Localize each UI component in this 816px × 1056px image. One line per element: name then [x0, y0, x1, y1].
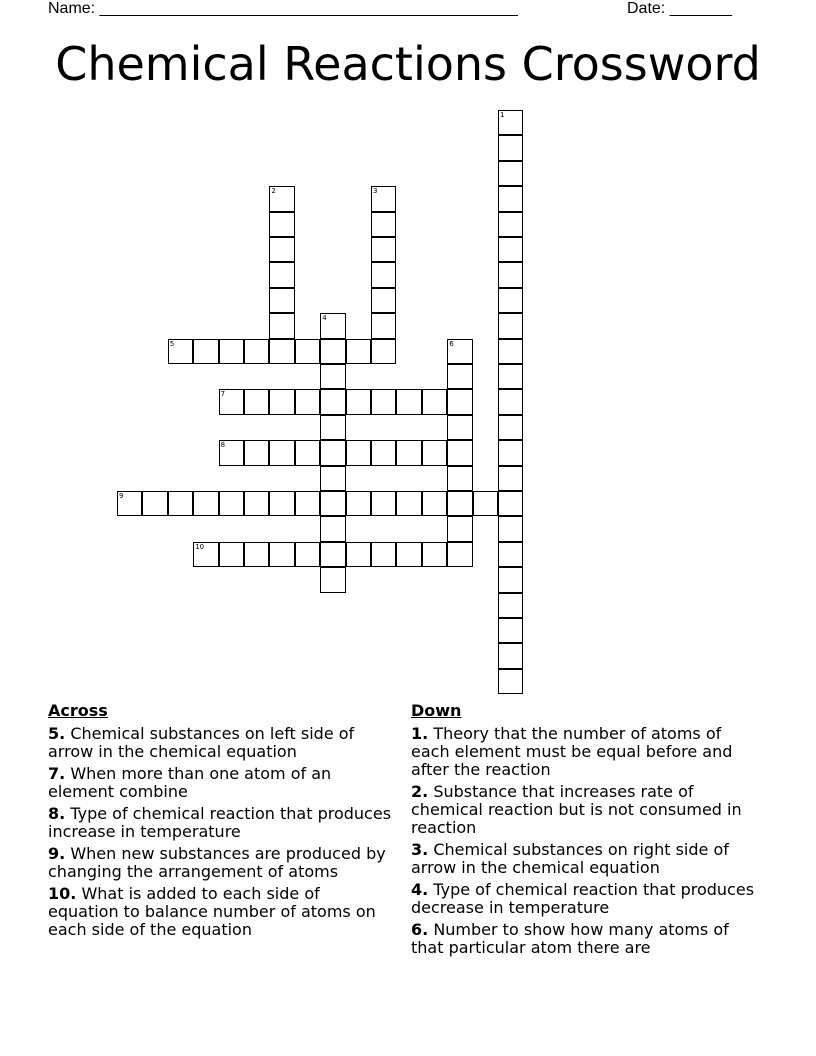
grid-cell[interactable]	[219, 542, 244, 567]
clue-text: Type of chemical reaction that produces decrease in temperature	[411, 880, 755, 917]
clue-number: 8.	[48, 804, 66, 823]
grid-cell[interactable]	[498, 389, 523, 414]
grid-cell[interactable]	[371, 288, 396, 313]
grid-cell[interactable]	[320, 466, 345, 491]
clue-number: 9.	[48, 844, 66, 863]
grid-cell[interactable]	[498, 186, 523, 211]
grid-cell[interactable]	[396, 440, 421, 465]
grid-cell[interactable]	[371, 542, 396, 567]
across-heading: Across	[48, 701, 108, 720]
grid-cell[interactable]	[498, 466, 523, 491]
grid-cell[interactable]	[346, 440, 371, 465]
clue-number: 1.	[411, 724, 429, 743]
clue-number: 5.	[48, 724, 66, 743]
grid-cell[interactable]	[219, 339, 244, 364]
grid-cell-5[interactable]	[168, 339, 193, 364]
down-heading: Down	[411, 701, 462, 720]
grid-cell[interactable]	[269, 313, 294, 338]
grid-cell[interactable]	[320, 415, 345, 440]
grid-cell[interactable]	[498, 237, 523, 262]
grid-cell[interactable]	[346, 389, 371, 414]
grid-cell[interactable]	[473, 491, 498, 516]
cell-number: 4	[322, 314, 327, 323]
grid-cell[interactable]	[371, 262, 396, 287]
grid-cell[interactable]	[142, 491, 167, 516]
grid-cell[interactable]	[244, 389, 269, 414]
grid-cell[interactable]	[498, 516, 523, 541]
cell-number: 9	[119, 492, 124, 500]
cell-number: 6	[449, 339, 454, 348]
clue-down-1	[411, 725, 761, 779]
grid-cell[interactable]	[269, 237, 294, 262]
grid-cell[interactable]	[447, 415, 472, 440]
page-title: Chemical Reactions Crossword	[55, 37, 761, 91]
clue-number: 4.	[411, 880, 429, 899]
grid-cell[interactable]	[320, 364, 345, 389]
grid-cell[interactable]	[193, 491, 218, 516]
clue-down-2	[411, 783, 761, 837]
grid-cell[interactable]	[371, 491, 396, 516]
grid-cell[interactable]	[219, 491, 244, 516]
grid-cell[interactable]	[320, 339, 345, 364]
grid-cell[interactable]	[244, 542, 269, 567]
grid-cell[interactable]	[346, 491, 371, 516]
grid-cell[interactable]	[447, 466, 472, 491]
grid-cell[interactable]	[269, 288, 294, 313]
clue-down-3	[411, 841, 761, 877]
clue-text: When more than one atom of an element combine	[48, 764, 332, 801]
grid-cell[interactable]	[295, 440, 320, 465]
cell-number: 8	[220, 441, 226, 450]
grid-cell[interactable]	[320, 389, 345, 414]
grid-cell[interactable]	[269, 440, 294, 465]
grid-cell[interactable]	[498, 364, 523, 389]
clue-down-4	[411, 881, 761, 917]
grid-cell[interactable]	[371, 389, 396, 414]
grid-cell[interactable]	[244, 440, 269, 465]
grid-cell[interactable]	[320, 567, 345, 592]
clue-number: 2.	[411, 782, 429, 801]
name-line: Name: _______________________________________________	[48, 0, 518, 17]
grid-cell[interactable]	[447, 440, 472, 465]
grid-cell[interactable]	[346, 542, 371, 567]
cell-number: 5	[169, 339, 175, 348]
grid-cell[interactable]	[422, 542, 447, 567]
grid-cell[interactable]	[498, 313, 523, 338]
grid-cell[interactable]	[498, 339, 523, 364]
clue-number: 7.	[48, 764, 66, 783]
grid-cell-3[interactable]	[371, 186, 396, 211]
cell-number: 2	[271, 187, 276, 196]
grid-cell[interactable]	[346, 339, 371, 364]
grid-cell[interactable]	[295, 389, 320, 414]
clue-text: Substance that increases rate of chemical reaction but is not consumed in reaction	[411, 782, 742, 837]
grid-cell-2[interactable]	[269, 186, 294, 211]
grid-cell[interactable]	[498, 567, 523, 592]
clue-across-7	[48, 765, 393, 801]
grid-cell[interactable]	[320, 491, 345, 516]
down-clues	[411, 701, 761, 961]
clue-text: Type of chemical reaction that produces increase in temperature	[48, 804, 392, 841]
grid-cell-1[interactable]	[498, 110, 523, 135]
cell-number: 10	[195, 542, 205, 551]
grid-cell-8[interactable]	[219, 440, 244, 465]
grid-cell[interactable]	[320, 542, 345, 567]
grid-cell[interactable]	[371, 440, 396, 465]
clue-number: 3.	[411, 840, 429, 859]
clue-number: 10.	[48, 884, 77, 903]
grid-cell[interactable]	[269, 389, 294, 414]
clue-across-9	[48, 845, 393, 881]
grid-cell[interactable]	[498, 212, 523, 237]
grid-cell[interactable]	[295, 491, 320, 516]
grid-cell-6[interactable]	[447, 339, 472, 364]
clue-across-5	[48, 725, 393, 761]
cell-number: 3	[373, 187, 378, 196]
grid-cell[interactable]	[244, 491, 269, 516]
cell-number: 1	[500, 111, 505, 119]
grid-cell[interactable]	[422, 491, 447, 516]
grid-cell[interactable]	[498, 415, 523, 440]
grid-cell[interactable]	[396, 542, 421, 567]
grid-cell[interactable]	[447, 389, 472, 414]
grid-cell[interactable]	[447, 516, 472, 541]
grid-cell[interactable]	[168, 491, 193, 516]
grid-cell[interactable]	[498, 593, 523, 618]
clue-text: When new substances are produced by changing the arrangement of atoms	[48, 844, 386, 881]
grid-cell[interactable]	[447, 491, 472, 516]
grid-cell[interactable]	[422, 389, 447, 414]
grid-cell[interactable]	[295, 542, 320, 567]
grid-cell-10[interactable]	[193, 542, 218, 567]
grid-cell[interactable]	[422, 440, 447, 465]
grid-cell[interactable]	[447, 364, 472, 389]
grid-cell[interactable]	[447, 542, 472, 567]
grid-cell[interactable]	[295, 339, 320, 364]
grid-cell-4[interactable]	[320, 313, 345, 338]
grid-cell[interactable]	[498, 288, 523, 313]
clue-text: Number to show how many atoms of that particular atom there are	[411, 920, 729, 957]
clue-down-6	[411, 921, 761, 957]
grid-cell[interactable]	[371, 237, 396, 262]
grid-cell[interactable]	[498, 262, 523, 287]
grid-cell[interactable]	[498, 161, 523, 186]
grid-cell[interactable]	[396, 389, 421, 414]
grid-cell[interactable]	[396, 491, 421, 516]
clue-text: Theory that the number of atoms of each element must be equal before and after the reaction	[411, 724, 733, 779]
across-clues	[48, 701, 393, 943]
grid-cell[interactable]	[269, 339, 294, 364]
grid-cell[interactable]	[498, 491, 523, 516]
grid-cell[interactable]	[244, 339, 269, 364]
grid-cell-9[interactable]	[117, 491, 142, 516]
grid-cell[interactable]	[498, 669, 523, 694]
clue-text: Chemical substances on left side of arrow in the chemical equation	[48, 724, 355, 761]
clue-across-8	[48, 805, 393, 841]
grid-cell[interactable]	[269, 542, 294, 567]
date-line: Date: _______	[627, 0, 732, 17]
grid-cell[interactable]	[269, 212, 294, 237]
grid-cell[interactable]	[498, 643, 523, 668]
grid-cell[interactable]	[498, 542, 523, 567]
grid-cell[interactable]	[269, 262, 294, 287]
grid-cell[interactable]	[371, 339, 396, 364]
grid-cell[interactable]	[498, 618, 523, 643]
grid-cell[interactable]	[498, 440, 523, 465]
grid-cell[interactable]	[269, 491, 294, 516]
grid-cell[interactable]	[193, 339, 218, 364]
clue-number: 6.	[411, 920, 429, 939]
clue-text: What is added to each side of equation to balance number of atoms on each side of the equation	[48, 884, 376, 939]
clue-text: Chemical substances on right side of arrow in the chemical equation	[411, 840, 729, 877]
grid-cell[interactable]	[498, 135, 523, 160]
grid-cell[interactable]	[320, 516, 345, 541]
cell-number: 7	[220, 390, 226, 399]
grid-cell[interactable]	[320, 440, 345, 465]
clue-across-10	[48, 885, 393, 939]
grid-cell-7[interactable]	[219, 389, 244, 414]
grid-cell[interactable]	[371, 313, 396, 338]
grid-cell[interactable]	[371, 212, 396, 237]
